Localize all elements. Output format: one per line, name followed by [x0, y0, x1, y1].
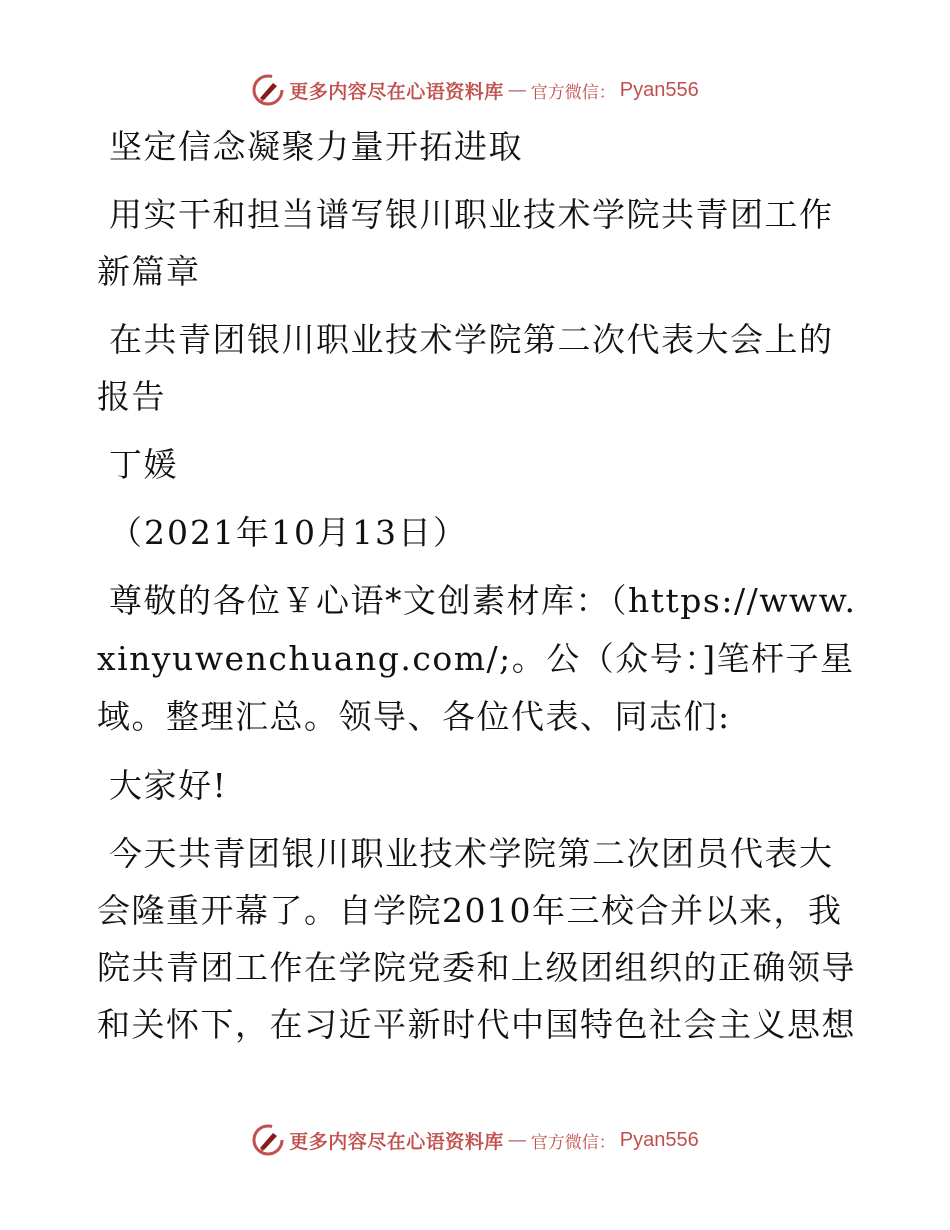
body-paragraph: 今天共青团银川职业技术学院第二次团员代表大会隆重开幕了。自学院2010年三校合并以来，我院共青团工作在学院党委和上级团组织的正确领导和关怀下，在习近平新时代中国特色社会主义思想	[97, 834, 856, 1044]
watermark-official-label: 官方微信：	[530, 82, 616, 103]
watermark-official-label: 官方微信：	[530, 1132, 616, 1153]
watermark-main-text: 更多内容尽在心语资料库	[289, 1130, 504, 1153]
footer-watermark	[0, 1120, 950, 1160]
title-line-2: 用实干和担当谱写银川职业技术学院共青团工作新篇章	[97, 195, 834, 291]
watermark-dash: —	[507, 1129, 527, 1151]
author-name: 丁媛	[109, 445, 178, 484]
document-body	[97, 118, 857, 1064]
salutation-paragraph: 尊敬的各位￥心语*文创素材库：（https://www.xinyuwenchuang.com/;。公（众号：]笔杆子星域。整理汇总。领导、各位代表、同志们:	[97, 581, 857, 736]
watermark-dash: —	[507, 79, 527, 101]
greeting: 大家好!	[109, 766, 228, 805]
quill-pen-logo-icon	[251, 1123, 285, 1157]
title-line-1: 坚定信念凝聚力量开拓进取	[109, 127, 523, 166]
quill-pen-logo-icon	[251, 73, 285, 107]
report-subtitle: 在共青团银川职业技术学院第二次代表大会上的报告	[97, 320, 834, 416]
report-date: （2021年10月13日）	[109, 513, 468, 552]
header-watermark	[0, 70, 950, 110]
watermark-wechat-id: Pyan556	[619, 1128, 699, 1151]
watermark-wechat-id: Pyan556	[619, 78, 699, 101]
watermark-main-text: 更多内容尽在心语资料库	[289, 80, 504, 103]
